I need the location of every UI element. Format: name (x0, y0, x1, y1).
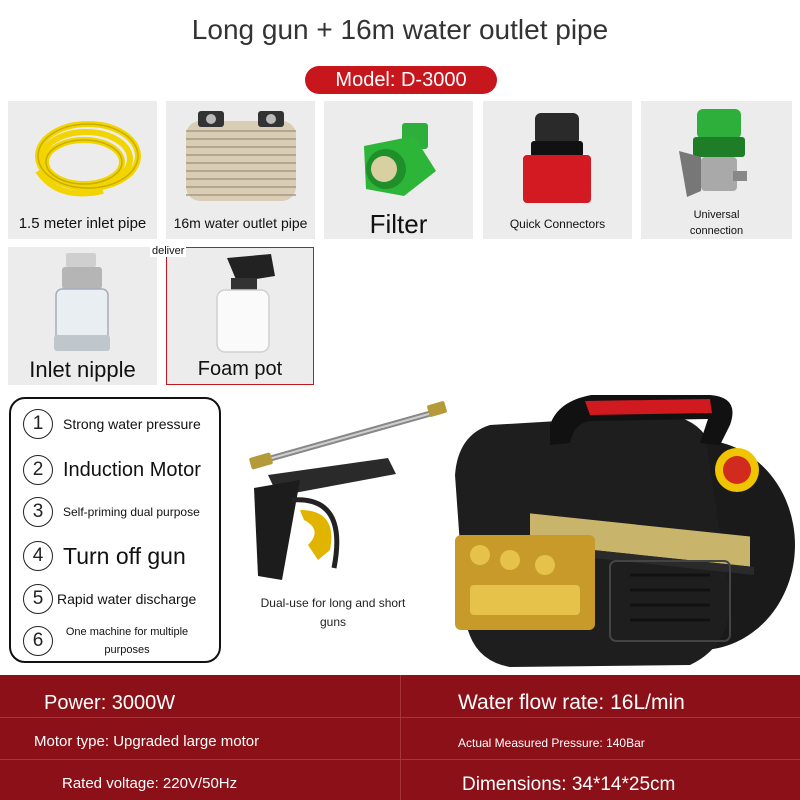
spec-flow-rate: Water flow rate: 16L/min (458, 691, 685, 714)
accessory-outlet-pipe (166, 101, 315, 239)
feature-item (23, 455, 201, 485)
accessory-inlet-nipple (8, 247, 157, 385)
feature-number-badge: 6 (23, 626, 53, 656)
accessory-universal-connection (641, 101, 792, 239)
feature-item (23, 584, 196, 614)
specs-divider (400, 675, 401, 800)
feature-list (9, 397, 221, 663)
spec-voltage: Rated voltage: 220V/50Hz (62, 775, 238, 792)
page-title: Long gun + 16m water outlet pipe (191, 14, 609, 45)
deliver-tag: deliver (152, 245, 185, 257)
accessory-label: Universal connection (689, 209, 744, 237)
accessory-label: 16m water outlet pipe (173, 215, 308, 231)
spec-motor-type: Motor type: Upgraded large motor (34, 733, 260, 750)
feature-text: Strong water pressure (63, 416, 201, 432)
feature-item (23, 541, 186, 571)
feature-item (23, 409, 201, 439)
feature-item (23, 497, 200, 527)
pressure-washer-icon (450, 395, 798, 675)
specs-divider (0, 717, 800, 718)
feature-text: One machine for multiple purposes (65, 626, 189, 656)
accessory-label: Quick Connectors (509, 217, 606, 231)
feature-text: Self-priming dual purpose (63, 505, 200, 519)
feature-text: Rapid water discharge (57, 591, 197, 607)
accessory-label: Foam pot (197, 358, 283, 380)
feature-text: Turn off gun (63, 542, 186, 569)
spec-dimensions: Dimensions: 34*14*25cm (462, 774, 676, 795)
feature-number-badge: 4 (23, 541, 53, 571)
feature-number-badge: 5 (23, 584, 53, 614)
accessory-quick-connectors (483, 101, 632, 239)
accessory-label: Filter (369, 209, 428, 239)
specs-divider (0, 759, 800, 760)
spec-pressure: Actual Measured Pressure: 140Bar (458, 736, 645, 750)
spec-power: Power: 3000W (44, 692, 176, 714)
feature-number-badge: 3 (23, 497, 53, 527)
feature-number-badge: 2 (23, 455, 53, 485)
accessory-label: 1.5 meter inlet pipe (18, 215, 147, 232)
accessory-foam-pot (166, 247, 314, 385)
spray-gun-icon (238, 400, 453, 590)
accessory-filter (324, 101, 473, 239)
feature-number-badge: 1 (23, 409, 53, 439)
accessory-inlet-pipe (8, 101, 157, 239)
gun-caption: Dual-use for long and short guns (260, 596, 406, 629)
model-badge: Model: D-3000 (305, 66, 497, 94)
feature-item (23, 623, 197, 659)
feature-text: Induction Motor (63, 458, 201, 481)
accessory-label: Inlet nipple (29, 357, 136, 382)
